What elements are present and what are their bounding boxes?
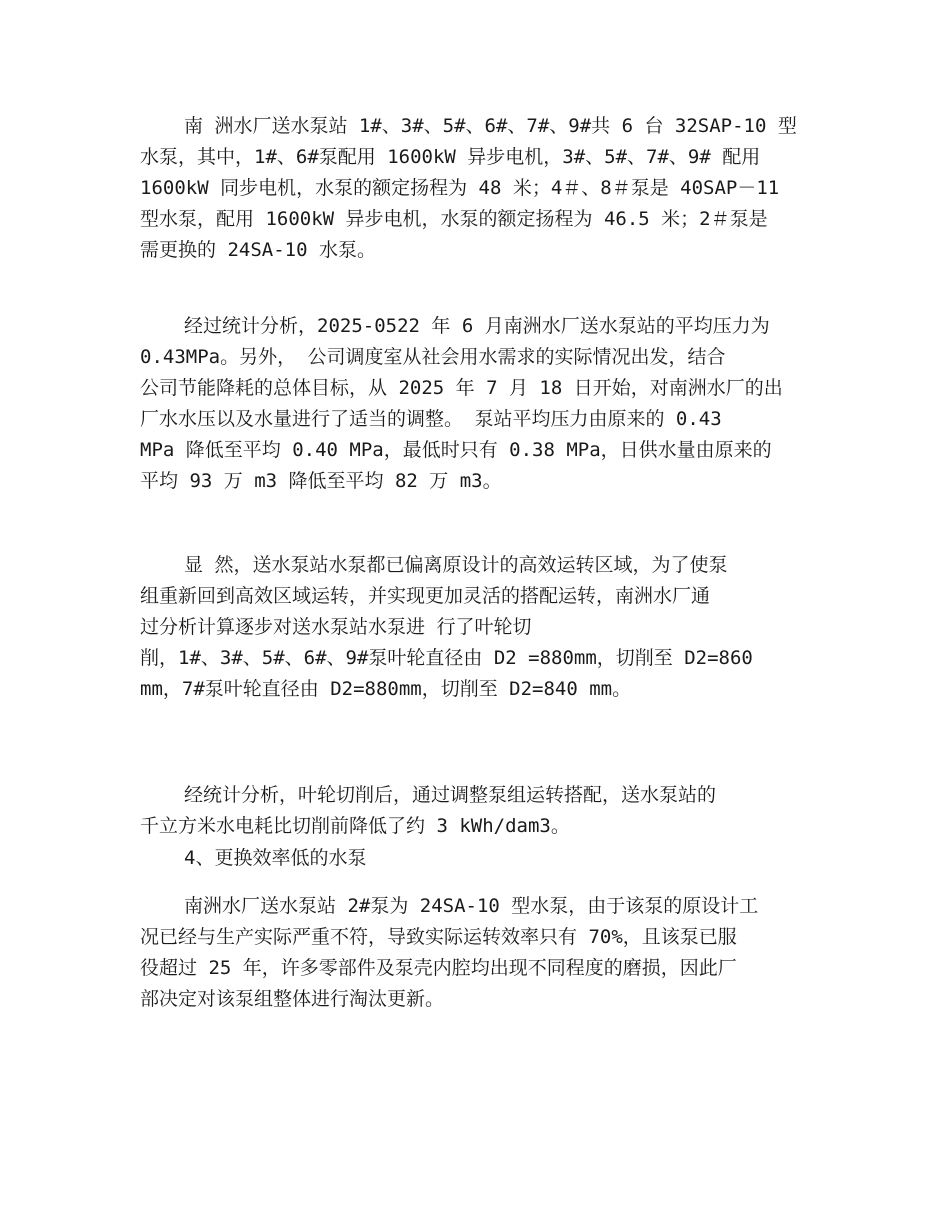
text-line: 0.43MPa。另外， 公司调度室从社会用水需求的实际情况出发，结合 bbox=[140, 346, 726, 368]
text-line: 4、更换效率低的水泵 bbox=[184, 847, 367, 869]
paragraph-pressure-analysis bbox=[140, 311, 810, 497]
text-line: 厂水水压以及水量进行了适当的调整。 泵站平均压力由原来的 0.43 bbox=[140, 408, 722, 430]
paragraph-pump-replacement bbox=[140, 891, 810, 1015]
text-line: 显 然，送水泵站水泵都已偏离原设计的高效运转区域，为了使泵 bbox=[184, 554, 728, 576]
text-line: 部决定对该泵组整体进行淘汰更新。 bbox=[140, 988, 445, 1010]
text-line: 南 洲水厂送水泵站 1#、3#、5#、6#、7#、9#共 6 台 32SAP-10 型 bbox=[184, 115, 797, 137]
text-line: 经过统计分析，2025-0522 年 6 月南洲水厂送水泵站的平均压力为 bbox=[184, 315, 770, 337]
text-line: MPa 降低至平均 0.40 MPa，最低时只有 0.38 MPa，日供水量由原来的 bbox=[140, 439, 772, 461]
text-line: 南洲水厂送水泵站 2#泵为 24SA-10 型水泵，由于该泵的原设计工 bbox=[184, 895, 759, 917]
text-line: 况已经与生产实际严重不符，导致实际运转效率只有 70%，且该泵已服 bbox=[140, 926, 737, 948]
text-line: mm，7#泵叶轮直径由 D2=880mm，切削至 D2=840 mm。 bbox=[140, 678, 632, 700]
text-line: 组重新回到高效区域运转，并实现更加灵活的搭配运转，南洲水厂通 bbox=[140, 585, 711, 607]
text-line: 需更换的 24SA-10 水泵。 bbox=[140, 239, 376, 261]
text-line: 型水泵，配用 1600kW 异步电机，水泵的额定扬程为 46.5 米；2＃泵是 bbox=[140, 208, 768, 230]
text-line: 经统计分析，叶轮切削后，通过调整泵组运转搭配，送水泵站的 bbox=[184, 784, 717, 806]
paragraph-impeller-cutting bbox=[140, 550, 810, 705]
text-line: 1600kW 同步电机，水泵的额定扬程为 48 米；4＃、8＃泵是 40SAP－11 bbox=[140, 177, 780, 199]
text-line: 千立方米水电耗比切削前降低了约 3 kWh/dam3。 bbox=[140, 815, 570, 837]
text-line: 水泵，其中，1#、6#泵配用 1600kW 异步电机，3#、5#、7#、9# 配用 bbox=[140, 146, 761, 168]
text-line: 公司节能降耗的总体目标，从 2025 年 7 月 18 日开始，对南洲水厂的出 bbox=[140, 377, 783, 399]
section-heading bbox=[140, 843, 810, 874]
text-line: 过分析计算逐步对送水泵站水泵进 行了叶轮切 bbox=[140, 616, 532, 638]
text-line: 削，1#、3#、5#、6#、9#泵叶轮直径由 D2 =880mm，切削至 D2=860 bbox=[140, 647, 753, 669]
paragraph-pump-station-overview bbox=[140, 111, 810, 266]
text-line: 役超过 25 年，许多零部件及泵壳内腔均出现不同程度的磨损，因此厂 bbox=[140, 957, 737, 979]
text-line: 平均 93 万 m3 降低至平均 82 万 m3。 bbox=[140, 470, 502, 492]
paragraph-energy-saving bbox=[140, 780, 810, 842]
